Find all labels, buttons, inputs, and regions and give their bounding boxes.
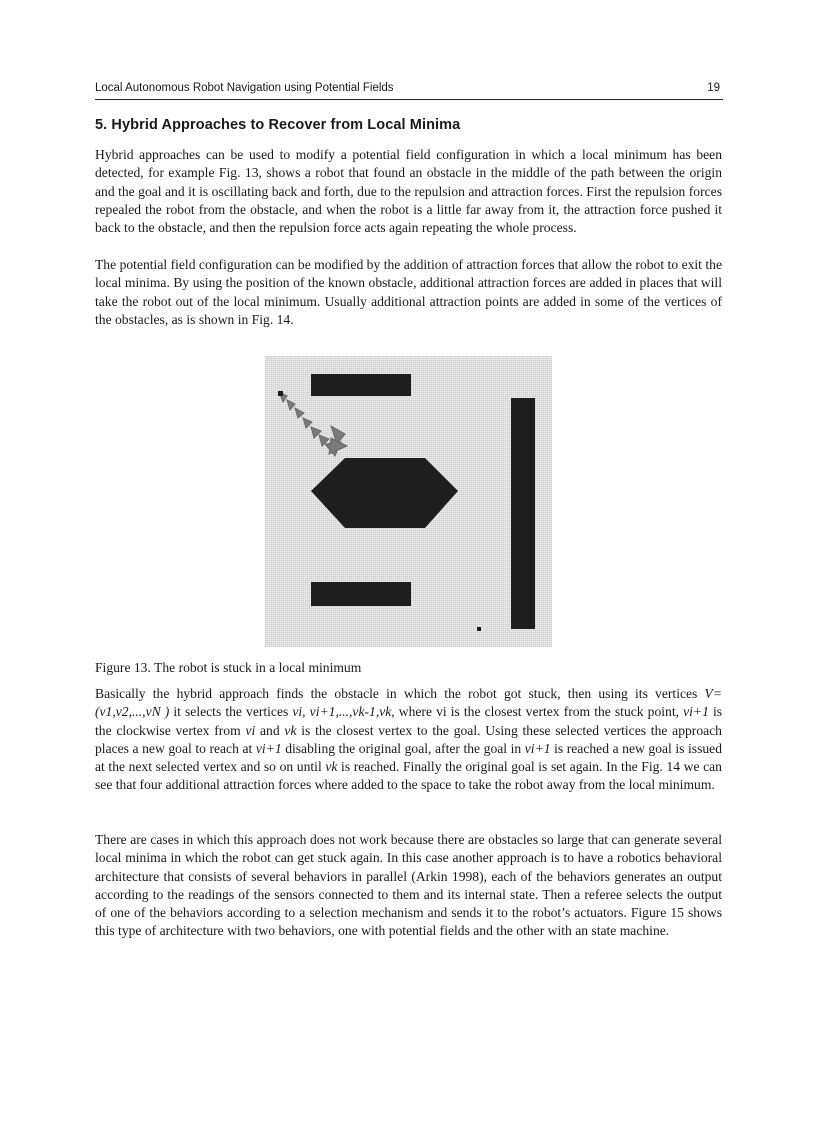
figure-local-minimum xyxy=(265,356,552,647)
running-title: Local Autonomous Robot Navigation using Potential Fields xyxy=(95,82,394,94)
figure-caption: Figure 13. The robot is stuck in a local minimum xyxy=(95,660,362,675)
text-run: and xyxy=(255,722,285,738)
obstacle-right-wall xyxy=(511,398,535,629)
vertex-symbol: vi+1 xyxy=(524,740,551,756)
text-run: is reached. Finally the original goal is set again. In the Fig. 14 we can see that four additional attraction forces where added to the space to take the robot away from the local minimum. xyxy=(95,759,722,793)
section-heading: 5. Hybrid Approaches to Recover from Local Minima xyxy=(95,117,461,133)
obstacle-bottom-bar xyxy=(311,582,411,606)
vertex-symbol: vi xyxy=(245,722,256,738)
text-run: where vi is the closest vertex from the stuck point, xyxy=(394,704,684,720)
text-run: disabling the original goal, after the goal in xyxy=(281,740,525,756)
text-run: is the clockwise vertex from xyxy=(95,704,723,738)
vertex-set: V=(v1,v2,...,vN ) xyxy=(95,686,722,720)
vertex-symbol: vk xyxy=(325,759,338,775)
goal-marker xyxy=(477,627,481,631)
selected-vertices: vi, vi+1,...,vk-1,vk, xyxy=(292,704,395,720)
paragraph-behavioral-architecture: There are cases in which this approach does not work because there are obstacles so large that can generate several local minima in which the robot can get stuck again. In this case another approach is to have a robotics behavioral architecture that consists of several behaviors in parallel (Arkin 1998), each of the behaviors generates an output according to the readings of the sensors connected to them and its internal state. Then a referee selects the output of one of the behaviors according to a selection mechanism and sends it to the robot’s actuators. Figure 15 shows this type of architecture with two behaviors, one with potential fields and the other with an state machine. xyxy=(95,832,722,939)
paragraph-attraction-forces: The potential field configuration can be modified by the addition of attraction forces that allow the robot to exit the local minima. By using the position of the known obstacle, additional attraction forces are added in places that will take the robot out of the local minimum. Usually additional attraction points are added in some of the vertices of the obstacles, as is shown in Fig. 14. xyxy=(95,257,722,327)
page-number: 19 xyxy=(707,82,720,94)
vertex-symbol: vk xyxy=(284,722,297,738)
obstacle-top-bar xyxy=(311,374,411,396)
paragraph-hybrid-intro: Hybrid approaches can be used to modify a potential field configuration in which a local minimum has been detected, for example Fig. 13, shows a robot that found an obstacle in the middle of the path between the origin and the goal and it is oscillating back and forth, due to the repulsion and attraction forces. First the repulsion forces repealed the robot from the obstacle, and when the robot is a little far away from it, the attraction force pushed it back to the obstacle, and then the repulsion force acts again repeating the whole process. xyxy=(95,147,722,236)
text-run: is reached a new goal is issued at the next selected vertex and so on until xyxy=(95,740,722,775)
text-run: it selects the vertices xyxy=(169,704,293,720)
paragraph-hybrid-approach xyxy=(95,685,722,795)
text-run: Basically the hybrid approach finds the obstacle in which the robot got stuck, then using its vertices xyxy=(95,686,705,701)
robot-start xyxy=(278,391,283,396)
vertex-symbol: vi+1 xyxy=(255,740,282,756)
running-header xyxy=(95,82,723,100)
vertex-symbol: vi+1 xyxy=(683,704,709,720)
text-run: is the closest vertex to the goal. Using these selected vertices the approach places a new goal to reach at xyxy=(95,722,722,756)
figure-13-image xyxy=(265,356,552,647)
